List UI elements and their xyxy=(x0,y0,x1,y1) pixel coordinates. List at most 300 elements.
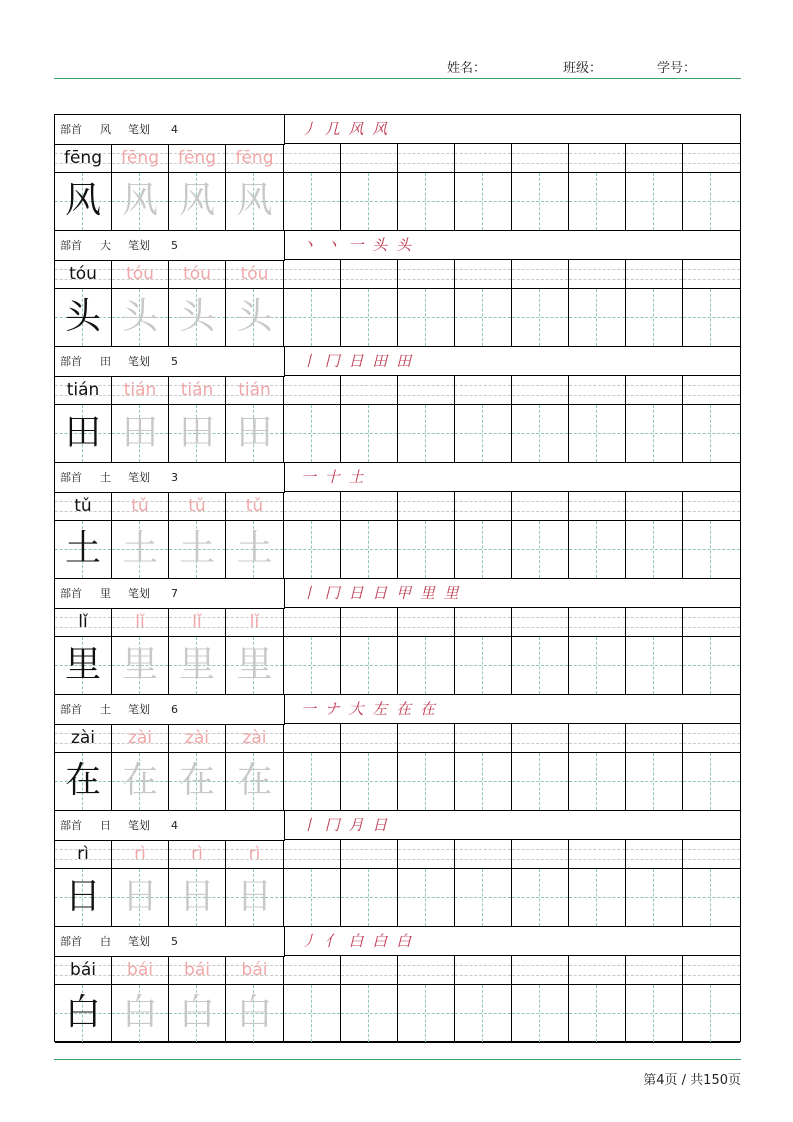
character-info xyxy=(55,811,285,841)
pinyin-trace: tián xyxy=(238,380,271,400)
character-info xyxy=(55,347,285,377)
pinyin-practice-cell xyxy=(455,840,512,869)
pinyin-trace: bái xyxy=(127,960,153,980)
character-trace: 在 xyxy=(178,760,215,801)
character-model: 里 xyxy=(64,644,101,685)
character-trace: 头 xyxy=(121,296,158,337)
pinyin-cell xyxy=(226,376,284,405)
stroke-count-value: 5 xyxy=(171,935,178,948)
pinyin-model: tóu xyxy=(69,264,97,284)
character-cell xyxy=(55,521,112,579)
character-practice-cell xyxy=(341,405,398,463)
character-trace: 在 xyxy=(121,760,158,801)
pinyin-trace: rì xyxy=(191,844,203,864)
radical-label: 部首 xyxy=(60,239,82,252)
character-practice-cell xyxy=(569,405,626,463)
pinyin-cell xyxy=(55,144,112,173)
character-practice-cell xyxy=(512,753,569,811)
character-cell xyxy=(55,405,112,463)
radical-value: 大 xyxy=(100,239,111,252)
character-cell xyxy=(55,173,112,231)
character-practice-cell xyxy=(455,173,512,231)
radical-label: 部首 xyxy=(60,587,82,600)
character-practice-cell xyxy=(398,405,455,463)
character-row xyxy=(55,347,740,463)
pinyin-trace: tóu xyxy=(183,264,211,284)
character-cell xyxy=(169,405,226,463)
character-trace: 日 xyxy=(178,876,215,917)
pinyin-practice-cell xyxy=(683,260,740,289)
character-cell xyxy=(112,405,169,463)
pinyin-cell xyxy=(55,840,112,869)
pinyin-practice-cell xyxy=(626,376,683,405)
pinyin-practice-cell xyxy=(512,840,569,869)
pinyin-practice-cell xyxy=(398,724,455,753)
pinyin-cell xyxy=(226,144,284,173)
radical-label: 部首 xyxy=(60,123,82,136)
pinyin-practice-cell xyxy=(512,376,569,405)
pinyin-practice-cell xyxy=(569,724,626,753)
character-practice-cell xyxy=(398,985,455,1043)
character-cell xyxy=(226,637,284,695)
character-cell xyxy=(55,637,112,695)
character-cell xyxy=(169,521,226,579)
character-cell xyxy=(112,753,169,811)
character-model: 日 xyxy=(64,876,101,917)
pinyin-practice-cell xyxy=(569,144,626,173)
pinyin-practice-cell xyxy=(512,956,569,985)
pinyin-cell xyxy=(169,840,226,869)
pinyin-practice-cell xyxy=(398,260,455,289)
pinyin-trace: tǔ xyxy=(245,496,264,516)
pinyin-cell xyxy=(112,956,169,985)
pinyin-practice-cell xyxy=(683,840,740,869)
character-practice-cell xyxy=(626,985,683,1043)
character-practice-cell xyxy=(683,985,740,1043)
stroke-order: 丿 亻 白 白 白 xyxy=(285,927,740,956)
character-trace: 白 xyxy=(178,992,215,1033)
character-practice-cell xyxy=(626,753,683,811)
pinyin-cell xyxy=(112,608,169,637)
pinyin-practice-cell xyxy=(455,956,512,985)
pinyin-trace: rì xyxy=(134,844,146,864)
stroke-count-label: 笔划 xyxy=(128,819,150,832)
pinyin-cell xyxy=(55,956,112,985)
radical-value: 土 xyxy=(100,703,111,716)
radical-label: 部首 xyxy=(60,471,82,484)
character-practice-cell xyxy=(683,405,740,463)
pinyin-model: fēng xyxy=(63,148,102,168)
pinyin-trace: fēng xyxy=(120,148,159,168)
character-trace: 风 xyxy=(178,180,215,221)
stroke-count-value: 5 xyxy=(171,355,178,368)
character-info xyxy=(55,927,285,957)
pinyin-trace: tǔ xyxy=(188,496,206,516)
character-cell xyxy=(226,405,284,463)
character-practice-cell xyxy=(626,173,683,231)
character-cell xyxy=(226,521,284,579)
radical-label: 部首 xyxy=(60,703,82,716)
character-practice-cell xyxy=(626,289,683,347)
pinyin-practice-cell xyxy=(398,840,455,869)
pinyin-trace: zài xyxy=(184,728,210,748)
pinyin-model: lǐ xyxy=(78,612,88,632)
character-trace: 白 xyxy=(236,992,273,1033)
character-practice-cell xyxy=(284,405,341,463)
pinyin-practice-cell xyxy=(455,376,512,405)
pinyin-practice-cell xyxy=(341,956,398,985)
radical-value: 白 xyxy=(100,935,111,948)
stroke-count-label: 笔划 xyxy=(128,239,150,252)
character-practice-cell xyxy=(341,753,398,811)
pinyin-practice-cell xyxy=(683,608,740,637)
character-practice-cell xyxy=(569,289,626,347)
character-trace: 田 xyxy=(121,412,158,453)
stroke-count-label: 笔划 xyxy=(128,355,150,368)
radical-label: 部首 xyxy=(60,819,82,832)
stroke-count-label: 笔划 xyxy=(128,935,150,948)
pinyin-practice-cell xyxy=(626,492,683,521)
character-practice-cell xyxy=(455,869,512,927)
pinyin-practice-cell xyxy=(569,260,626,289)
pinyin-practice-cell xyxy=(284,260,341,289)
page-number: 第4页 / 共150页 xyxy=(643,1073,741,1088)
pinyin-cell xyxy=(169,956,226,985)
character-practice-cell xyxy=(284,869,341,927)
pinyin-cell xyxy=(112,840,169,869)
pinyin-practice-cell xyxy=(626,724,683,753)
pinyin-cell xyxy=(226,608,284,637)
character-cell xyxy=(169,289,226,347)
radical-value: 风 xyxy=(100,123,111,136)
pinyin-cell xyxy=(226,956,284,985)
pinyin-cell xyxy=(55,724,112,753)
character-practice-cell xyxy=(341,869,398,927)
pinyin-practice-cell xyxy=(683,956,740,985)
character-info xyxy=(55,115,285,145)
stroke-count-value: 4 xyxy=(171,819,178,832)
pinyin-practice-cell xyxy=(455,260,512,289)
pinyin-trace: tián xyxy=(123,380,157,400)
practice-grid xyxy=(54,114,741,1042)
character-cell xyxy=(169,869,226,927)
character-practice-cell xyxy=(569,637,626,695)
character-practice-cell xyxy=(569,173,626,231)
character-practice-cell xyxy=(341,985,398,1043)
name-label: 姓名： xyxy=(447,61,487,76)
character-trace: 日 xyxy=(121,876,158,917)
pinyin-practice-cell xyxy=(341,724,398,753)
pinyin-model: zài xyxy=(70,728,96,748)
character-model: 白 xyxy=(64,992,101,1033)
pinyin-trace: fēng xyxy=(177,148,216,168)
pinyin-trace: rì xyxy=(248,844,261,864)
pinyin-practice-cell xyxy=(512,608,569,637)
pinyin-practice-cell xyxy=(626,608,683,637)
student-id-label: 学号： xyxy=(657,61,697,76)
character-practice-cell xyxy=(683,289,740,347)
stroke-count-label: 笔划 xyxy=(128,703,150,716)
pinyin-model: tǔ xyxy=(74,496,92,516)
character-practice-cell xyxy=(569,521,626,579)
pinyin-model: tián xyxy=(66,380,100,400)
radical-value: 土 xyxy=(100,471,111,484)
pinyin-practice-cell xyxy=(626,956,683,985)
stroke-count-label: 笔划 xyxy=(128,123,150,136)
character-info xyxy=(55,579,285,609)
character-cell xyxy=(226,869,284,927)
pinyin-practice-cell xyxy=(398,956,455,985)
character-row xyxy=(55,231,740,347)
character-practice-cell xyxy=(398,289,455,347)
character-practice-cell xyxy=(512,985,569,1043)
character-info xyxy=(55,231,285,261)
pinyin-practice-cell xyxy=(626,260,683,289)
radical-label: 部首 xyxy=(60,935,82,948)
pinyin-practice-cell xyxy=(455,492,512,521)
pinyin-practice-cell xyxy=(398,376,455,405)
character-trace: 土 xyxy=(178,528,215,569)
character-trace: 土 xyxy=(236,528,273,569)
stroke-order: 丿 几 风 风 xyxy=(285,115,740,144)
character-cell xyxy=(169,753,226,811)
pinyin-cell xyxy=(112,144,169,173)
character-cell xyxy=(169,985,226,1043)
pinyin-practice-cell xyxy=(626,840,683,869)
character-practice-cell xyxy=(683,173,740,231)
pinyin-cell xyxy=(226,724,284,753)
character-trace: 风 xyxy=(121,180,158,221)
radical-label: 部首 xyxy=(60,355,82,368)
character-cell xyxy=(226,289,284,347)
character-trace: 里 xyxy=(236,644,273,685)
pinyin-practice-cell xyxy=(512,724,569,753)
pinyin-practice-cell xyxy=(683,144,740,173)
character-cell xyxy=(226,173,284,231)
pinyin-practice-cell xyxy=(512,144,569,173)
character-practice-cell xyxy=(626,869,683,927)
character-cell xyxy=(55,985,112,1043)
pinyin-cell xyxy=(169,260,226,289)
pinyin-practice-cell xyxy=(284,956,341,985)
character-practice-cell xyxy=(512,637,569,695)
character-practice-cell xyxy=(284,753,341,811)
character-practice-cell xyxy=(512,869,569,927)
character-model: 土 xyxy=(64,528,101,569)
character-practice-cell xyxy=(341,521,398,579)
character-practice-cell xyxy=(455,985,512,1043)
pinyin-trace: tǔ xyxy=(131,496,149,516)
stroke-count-value: 7 xyxy=(171,587,178,600)
character-model: 风 xyxy=(64,180,101,221)
character-practice-cell xyxy=(626,405,683,463)
pinyin-practice-cell xyxy=(512,260,569,289)
character-cell xyxy=(226,753,284,811)
character-practice-cell xyxy=(512,521,569,579)
pinyin-cell xyxy=(112,376,169,405)
stroke-count-value: 4 xyxy=(171,123,178,136)
character-trace: 田 xyxy=(236,412,273,453)
character-practice-cell xyxy=(683,637,740,695)
character-practice-cell xyxy=(284,289,341,347)
pinyin-cell xyxy=(226,840,284,869)
character-practice-cell xyxy=(626,521,683,579)
pinyin-model: bái xyxy=(70,960,96,980)
character-row xyxy=(55,579,740,695)
stroke-order: 丨 冂 日 田 田 xyxy=(285,347,740,376)
character-trace: 在 xyxy=(236,760,273,801)
character-trace: 头 xyxy=(178,296,215,337)
character-row xyxy=(55,115,740,231)
character-practice-cell xyxy=(512,289,569,347)
pinyin-practice-cell xyxy=(512,492,569,521)
character-practice-cell xyxy=(512,173,569,231)
character-trace: 风 xyxy=(236,180,273,221)
pinyin-trace: bái xyxy=(241,960,268,980)
character-practice-cell xyxy=(626,637,683,695)
pinyin-cell xyxy=(112,492,169,521)
character-practice-cell xyxy=(569,753,626,811)
character-model: 田 xyxy=(64,412,101,453)
pinyin-cell xyxy=(169,144,226,173)
character-trace: 田 xyxy=(178,412,215,453)
pinyin-cell xyxy=(55,492,112,521)
pinyin-practice-cell xyxy=(284,840,341,869)
character-practice-cell xyxy=(455,521,512,579)
radical-value: 里 xyxy=(100,587,111,600)
pinyin-cell xyxy=(169,724,226,753)
stroke-count-value: 6 xyxy=(171,703,178,716)
pinyin-cell xyxy=(169,492,226,521)
pinyin-practice-cell xyxy=(398,144,455,173)
character-info xyxy=(55,463,285,493)
pinyin-practice-cell xyxy=(341,608,398,637)
character-model: 在 xyxy=(64,760,101,801)
pinyin-practice-cell xyxy=(341,840,398,869)
pinyin-practice-cell xyxy=(284,492,341,521)
pinyin-model: rì xyxy=(77,844,89,864)
character-practice-cell xyxy=(683,869,740,927)
pinyin-practice-cell xyxy=(683,376,740,405)
character-row xyxy=(55,927,740,1043)
page-header xyxy=(54,50,741,79)
character-practice-cell xyxy=(683,521,740,579)
pinyin-practice-cell xyxy=(626,144,683,173)
character-cell xyxy=(169,637,226,695)
character-trace: 日 xyxy=(236,876,273,917)
character-practice-cell xyxy=(284,173,341,231)
character-practice-cell xyxy=(284,521,341,579)
stroke-order: 一 ナ 大 左 在 在 xyxy=(285,695,740,724)
character-cell xyxy=(226,985,284,1043)
character-practice-cell xyxy=(455,753,512,811)
pinyin-cell xyxy=(55,376,112,405)
pinyin-trace: bái xyxy=(184,960,210,980)
character-practice-cell xyxy=(455,289,512,347)
character-cell xyxy=(55,869,112,927)
character-trace: 头 xyxy=(236,296,273,337)
character-cell xyxy=(112,521,169,579)
pinyin-practice-cell xyxy=(284,724,341,753)
stroke-order: 丶 丶 一 头 头 xyxy=(285,231,740,260)
radical-value: 田 xyxy=(100,355,111,368)
class-label: 班级： xyxy=(563,61,603,76)
character-practice-cell xyxy=(398,173,455,231)
character-trace: 白 xyxy=(121,992,158,1033)
character-practice-cell xyxy=(398,869,455,927)
page-footer xyxy=(54,1059,741,1088)
pinyin-practice-cell xyxy=(284,376,341,405)
pinyin-practice-cell xyxy=(341,260,398,289)
character-practice-cell xyxy=(512,405,569,463)
stroke-order: 一 十 土 xyxy=(285,463,740,492)
character-practice-cell xyxy=(341,289,398,347)
stroke-order: 丨 冂 月 日 xyxy=(285,811,740,840)
character-cell xyxy=(169,173,226,231)
character-row xyxy=(55,695,740,811)
character-trace: 土 xyxy=(121,528,158,569)
pinyin-trace: zài xyxy=(242,728,267,748)
character-practice-cell xyxy=(398,521,455,579)
character-practice-cell xyxy=(455,637,512,695)
stroke-count-label: 笔划 xyxy=(128,587,150,600)
pinyin-trace: fēng xyxy=(235,148,274,168)
pinyin-practice-cell xyxy=(569,608,626,637)
pinyin-practice-cell xyxy=(284,144,341,173)
pinyin-practice-cell xyxy=(569,492,626,521)
character-cell xyxy=(55,289,112,347)
pinyin-trace: tóu xyxy=(240,264,269,284)
stroke-count-label: 笔划 xyxy=(128,471,150,484)
pinyin-cell xyxy=(112,724,169,753)
character-practice-cell xyxy=(569,869,626,927)
pinyin-practice-cell xyxy=(569,956,626,985)
pinyin-practice-cell xyxy=(455,724,512,753)
pinyin-practice-cell xyxy=(398,608,455,637)
stroke-order: 丨 冂 日 日 甲 里 里 xyxy=(285,579,740,608)
stroke-count-value: 3 xyxy=(171,471,178,484)
character-practice-cell xyxy=(398,637,455,695)
pinyin-practice-cell xyxy=(683,492,740,521)
pinyin-practice-cell xyxy=(683,724,740,753)
character-practice-cell xyxy=(341,637,398,695)
stroke-count-value: 5 xyxy=(171,239,178,252)
character-practice-cell xyxy=(284,985,341,1043)
character-cell xyxy=(55,753,112,811)
pinyin-cell xyxy=(226,260,284,289)
pinyin-practice-cell xyxy=(284,608,341,637)
character-trace: 里 xyxy=(178,644,215,685)
pinyin-cell xyxy=(55,260,112,289)
character-cell xyxy=(112,869,169,927)
character-practice-cell xyxy=(284,637,341,695)
pinyin-practice-cell xyxy=(341,144,398,173)
character-row xyxy=(55,463,740,579)
character-trace: 里 xyxy=(121,644,158,685)
pinyin-trace: tián xyxy=(180,380,214,400)
character-practice-cell xyxy=(569,985,626,1043)
pinyin-practice-cell xyxy=(455,608,512,637)
pinyin-practice-cell xyxy=(341,492,398,521)
character-cell xyxy=(112,985,169,1043)
pinyin-practice-cell xyxy=(341,376,398,405)
character-practice-cell xyxy=(398,753,455,811)
pinyin-trace: lǐ xyxy=(249,612,260,632)
character-row xyxy=(55,811,740,927)
pinyin-practice-cell xyxy=(569,376,626,405)
character-cell xyxy=(112,637,169,695)
character-info xyxy=(55,695,285,725)
